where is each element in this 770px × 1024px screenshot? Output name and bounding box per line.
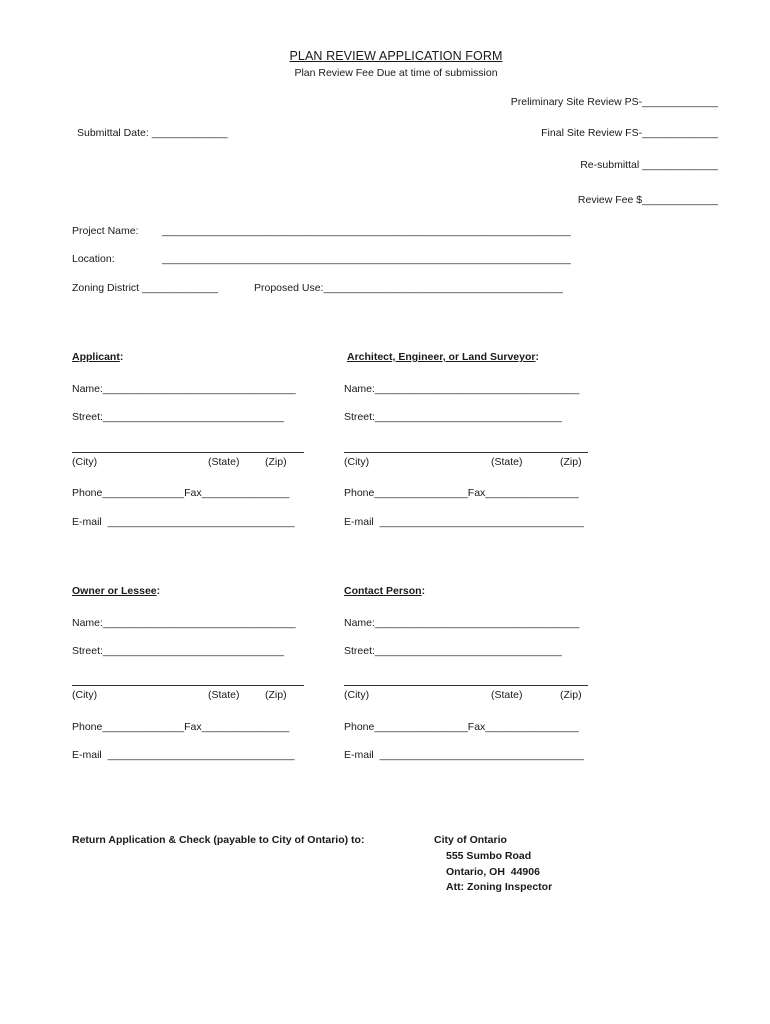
applicant-name-field[interactable]: Name:_________________________________	[72, 383, 296, 395]
contact-street-field[interactable]: Street:________________________________	[344, 645, 562, 657]
contact-email-field[interactable]: E-mail ___________________________________	[344, 749, 584, 761]
owner-state-label: (State)	[208, 689, 240, 701]
applicant-street-field[interactable]: Street:_______________________________	[72, 411, 284, 423]
architect-city-label: (City)	[344, 456, 370, 468]
resubmittal-field[interactable]: Re-submittal _____________	[580, 159, 718, 171]
architect-name-field[interactable]: Name:___________________________________	[344, 383, 580, 395]
contact-name-field[interactable]: Name:___________________________________	[344, 617, 580, 629]
applicant-phone-fax-field[interactable]: Phone______________Fax_______________	[72, 487, 290, 499]
location-field[interactable]: ______________________________________________________________________	[162, 253, 571, 265]
return-instructions: Return Application & Check (payable to City of Ontario) to:	[72, 834, 365, 846]
applicant-address-line[interactable]	[72, 452, 304, 453]
zoning-district-field[interactable]: Zoning District _____________	[72, 282, 218, 294]
architect-state-label: (State)	[491, 456, 523, 468]
architect-email-field[interactable]: E-mail ___________________________________	[344, 516, 584, 528]
owner-city-label: (City)	[72, 689, 98, 701]
architect-street-field[interactable]: Street:________________________________	[344, 411, 562, 423]
location-label: Location:	[72, 253, 115, 265]
final-review-field[interactable]: Final Site Review FS-_____________	[541, 127, 718, 139]
owner-email-field[interactable]: E-mail ________________________________	[72, 749, 295, 761]
contact-city-label: (City)	[344, 689, 370, 701]
owner-heading: Owner or Lessee:	[72, 585, 161, 597]
owner-zip-label: (Zip)	[265, 689, 287, 701]
project-name-field[interactable]: ______________________________________________________________________	[162, 225, 571, 237]
proposed-use-field[interactable]: Proposed Use:_________________________________________	[254, 282, 563, 294]
contact-address-line[interactable]	[344, 685, 588, 686]
architect-address-line[interactable]	[344, 452, 588, 453]
contact-phone-fax-field[interactable]: Phone________________Fax________________	[344, 721, 579, 733]
architect-zip-label: (Zip)	[560, 456, 582, 468]
architect-heading: Architect, Engineer, or Land Surveyor:	[347, 351, 539, 363]
contact-zip-label: (Zip)	[560, 689, 582, 701]
applicant-email-field[interactable]: E-mail ________________________________	[72, 516, 295, 528]
return-city-state-zip: Ontario, OH 44906	[446, 866, 540, 878]
owner-address-line[interactable]	[72, 685, 304, 686]
applicant-state-label: (State)	[208, 456, 240, 468]
owner-street-field[interactable]: Street:_______________________________	[72, 645, 284, 657]
return-street: 555 Sumbo Road	[446, 850, 532, 862]
preliminary-review-field[interactable]: Preliminary Site Review PS-_____________	[510, 96, 718, 108]
applicant-heading: Applicant:	[72, 351, 124, 363]
contact-state-label: (State)	[491, 689, 523, 701]
return-city: City of Ontario	[434, 834, 507, 846]
architect-phone-fax-field[interactable]: Phone________________Fax________________	[344, 487, 579, 499]
submittal-date-field[interactable]: Submittal Date: _____________	[77, 127, 228, 139]
applicant-zip-label: (Zip)	[265, 456, 287, 468]
owner-phone-fax-field[interactable]: Phone______________Fax_______________	[72, 721, 290, 733]
form-subtitle: Plan Review Fee Due at time of submission	[294, 67, 498, 79]
return-attention: Att: Zoning Inspector	[446, 881, 553, 893]
owner-name-field[interactable]: Name:_________________________________	[72, 617, 296, 629]
project-name-label: Project Name:	[72, 225, 139, 237]
applicant-city-label: (City)	[72, 456, 98, 468]
contact-heading: Contact Person:	[344, 585, 426, 597]
review-fee-field[interactable]: Review Fee $_____________	[577, 194, 718, 206]
form-title: PLAN REVIEW APPLICATION FORM	[289, 49, 503, 63]
